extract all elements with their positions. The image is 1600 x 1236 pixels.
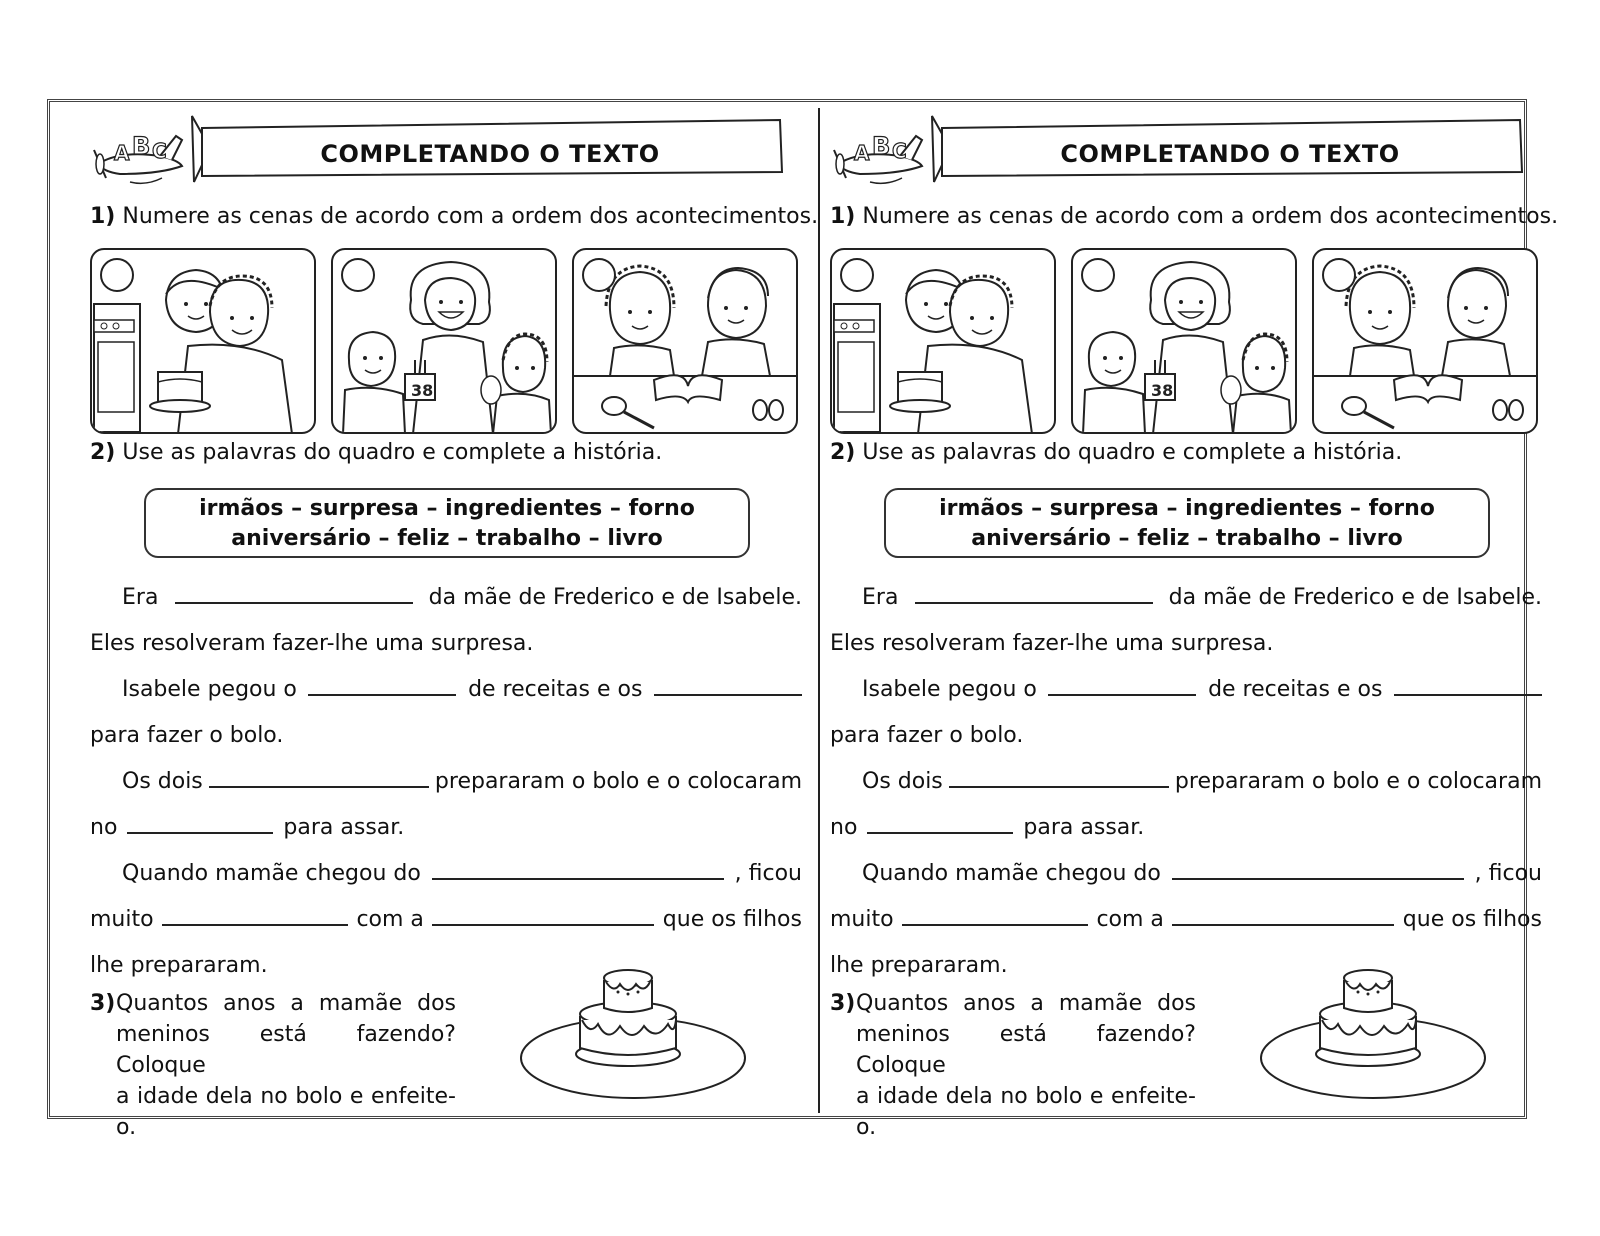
question-number: 3) bbox=[90, 991, 116, 1016]
question-text: Use as palavras do quadro e complete a história. bbox=[862, 440, 1403, 465]
story-line bbox=[90, 716, 802, 748]
question-number: 3) bbox=[830, 991, 856, 1016]
story-fragment: muito bbox=[90, 907, 154, 932]
question-number: 2) bbox=[90, 440, 116, 465]
scene-surprise bbox=[1071, 248, 1297, 434]
story-line bbox=[90, 624, 802, 656]
word-bank-line: irmãos – surpresa – ingredientes – forno bbox=[939, 496, 1435, 521]
svg-text:38: 38 bbox=[411, 381, 434, 400]
story-line bbox=[830, 670, 1542, 702]
story-fragment: para fazer o bolo. bbox=[830, 723, 1024, 748]
fill-in-blank[interactable] bbox=[127, 830, 273, 834]
scene-surprise bbox=[331, 248, 557, 434]
story-line bbox=[830, 808, 1542, 840]
scene-baking-cake bbox=[90, 248, 316, 434]
page-divider bbox=[818, 108, 820, 1113]
question-3 bbox=[90, 988, 470, 1143]
story-line bbox=[90, 808, 802, 840]
story-fragment: Quando mamãe chegou do bbox=[862, 861, 1161, 886]
story-fragment: Os dois bbox=[862, 769, 943, 794]
scene-baking-cake bbox=[830, 248, 1056, 434]
story-fragment: Era bbox=[862, 585, 899, 610]
abc-airplane-icon bbox=[830, 120, 934, 186]
story-fragment: para assar. bbox=[1023, 815, 1145, 840]
question-2 bbox=[830, 440, 1402, 465]
worksheet-left bbox=[90, 108, 819, 1140]
story-fragment: para fazer o bolo. bbox=[90, 723, 284, 748]
story-fragment: prepararam o bolo e o colocaram bbox=[434, 769, 802, 794]
story-fragment: de receitas e os bbox=[468, 677, 643, 702]
fill-in-blank[interactable] bbox=[1394, 692, 1542, 696]
fill-in-blank[interactable] bbox=[175, 600, 413, 604]
question-text: a idade dela no bolo e enfeite-o. bbox=[116, 1084, 456, 1140]
story-fragment: muito bbox=[830, 907, 894, 932]
story-fragment: com a bbox=[1096, 907, 1164, 932]
word-bank-line: aniversário – feliz – trabalho – livro bbox=[231, 526, 663, 551]
fill-in-blank[interactable] bbox=[654, 692, 802, 696]
scene-reading-recipe bbox=[1312, 248, 1538, 434]
svg-text:C: C bbox=[152, 139, 167, 163]
question-text: Quantos anos a mamãe dos bbox=[116, 991, 456, 1016]
story-fragment: no bbox=[830, 815, 858, 840]
word-bank-box bbox=[884, 488, 1490, 558]
fill-in-blank[interactable] bbox=[949, 784, 1169, 788]
story-fragment: lhe prepararam. bbox=[90, 953, 268, 978]
question-1 bbox=[90, 204, 818, 229]
story-line bbox=[830, 578, 1542, 610]
cake-drawing-area[interactable] bbox=[1258, 950, 1488, 1100]
fill-in-blank[interactable] bbox=[902, 922, 1088, 926]
order-circle-input[interactable] bbox=[100, 258, 134, 292]
svg-text:B: B bbox=[132, 132, 151, 160]
order-circle-input[interactable] bbox=[1081, 258, 1115, 292]
cake-drawing-area[interactable] bbox=[518, 950, 748, 1100]
svg-text:38: 38 bbox=[1151, 381, 1174, 400]
fill-in-blank[interactable] bbox=[915, 600, 1153, 604]
story-line bbox=[90, 670, 802, 702]
question-number: 2) bbox=[830, 440, 856, 465]
word-bank-line: irmãos – surpresa – ingredientes – forno bbox=[199, 496, 695, 521]
fill-in-blank[interactable] bbox=[1172, 876, 1464, 880]
story-fragment: Os dois bbox=[122, 769, 203, 794]
story-fragment: Era bbox=[122, 585, 159, 610]
svg-text:C: C bbox=[892, 139, 907, 163]
story-fragment: que os filhos bbox=[662, 907, 802, 932]
question-3 bbox=[830, 988, 1210, 1143]
question-1 bbox=[830, 204, 1558, 229]
story-line bbox=[830, 624, 1542, 656]
story-line bbox=[830, 762, 1542, 794]
story-fragment: , ficou bbox=[1474, 861, 1542, 886]
worksheet-header bbox=[90, 114, 802, 184]
order-circle-input[interactable] bbox=[582, 258, 616, 292]
story-fragment: Eles resolveram fazer-lhe uma surpresa. bbox=[90, 631, 534, 656]
question-text: meninos está fazendo? Coloque bbox=[116, 1022, 456, 1078]
abc-airplane-icon bbox=[90, 120, 194, 186]
question-text: a idade dela no bolo e enfeite-o. bbox=[856, 1084, 1196, 1140]
question-text: meninos está fazendo? Coloque bbox=[856, 1022, 1196, 1078]
order-circle-input[interactable] bbox=[840, 258, 874, 292]
scene-reading-recipe bbox=[572, 248, 798, 434]
story-line bbox=[90, 578, 802, 610]
svg-text:A: A bbox=[114, 141, 130, 165]
fill-in-blank[interactable] bbox=[1172, 922, 1394, 926]
story-fragment: com a bbox=[356, 907, 424, 932]
story-fragment: de receitas e os bbox=[1208, 677, 1383, 702]
story-fragment: Quando mamãe chegou do bbox=[122, 861, 421, 886]
question-text: Numere as cenas de acordo com a ordem dos acontecimentos. bbox=[122, 204, 819, 229]
story-fragment: para assar. bbox=[283, 815, 405, 840]
story-line bbox=[90, 762, 802, 794]
worksheet-header bbox=[830, 114, 1542, 184]
question-number: 1) bbox=[90, 204, 116, 229]
fill-in-blank[interactable] bbox=[162, 922, 348, 926]
story-fragment: , ficou bbox=[734, 861, 802, 886]
story-line bbox=[830, 900, 1542, 932]
story-fragment: prepararam o bolo e o colocaram bbox=[1174, 769, 1542, 794]
fill-in-blank[interactable] bbox=[432, 876, 724, 880]
story-fragment: da mãe de Frederico e de Isabele. bbox=[1168, 585, 1542, 610]
question-text: Quantos anos a mamãe dos bbox=[856, 991, 1196, 1016]
word-bank-line: aniversário – feliz – trabalho – livro bbox=[971, 526, 1403, 551]
scene-strip bbox=[90, 248, 802, 438]
story-fragment: lhe prepararam. bbox=[830, 953, 1008, 978]
fill-in-blank[interactable] bbox=[209, 784, 429, 788]
word-bank-box bbox=[144, 488, 750, 558]
story-fragment: Isabele pegou o bbox=[122, 677, 297, 702]
story-fragment: Isabele pegou o bbox=[862, 677, 1037, 702]
question-text: Numere as cenas de acordo com a ordem dos acontecimentos. bbox=[862, 204, 1559, 229]
story-fragment: no bbox=[90, 815, 118, 840]
story-line bbox=[90, 854, 802, 886]
story-fragment: da mãe de Frederico e de Isabele. bbox=[428, 585, 802, 610]
fill-in-blank[interactable] bbox=[308, 692, 456, 696]
fill-in-blank[interactable] bbox=[432, 922, 654, 926]
story-fragment: Eles resolveram fazer-lhe uma surpresa. bbox=[830, 631, 1274, 656]
fill-in-blank[interactable] bbox=[1048, 692, 1196, 696]
page-title: COMPLETANDO O TEXTO bbox=[320, 140, 660, 168]
story-line bbox=[830, 716, 1542, 748]
question-2 bbox=[90, 440, 662, 465]
story-fragment: que os filhos bbox=[1402, 907, 1542, 932]
question-text: Use as palavras do quadro e complete a história. bbox=[122, 440, 663, 465]
page-title: COMPLETANDO O TEXTO bbox=[1060, 140, 1400, 168]
scene-strip bbox=[830, 248, 1542, 438]
story-line bbox=[90, 900, 802, 932]
fill-in-blank[interactable] bbox=[867, 830, 1013, 834]
order-circle-input[interactable] bbox=[1322, 258, 1356, 292]
question-number: 1) bbox=[830, 204, 856, 229]
svg-text:A: A bbox=[854, 141, 870, 165]
worksheet-right bbox=[830, 108, 1559, 1140]
story-line bbox=[830, 854, 1542, 886]
svg-text:B: B bbox=[872, 132, 891, 160]
order-circle-input[interactable] bbox=[341, 258, 375, 292]
